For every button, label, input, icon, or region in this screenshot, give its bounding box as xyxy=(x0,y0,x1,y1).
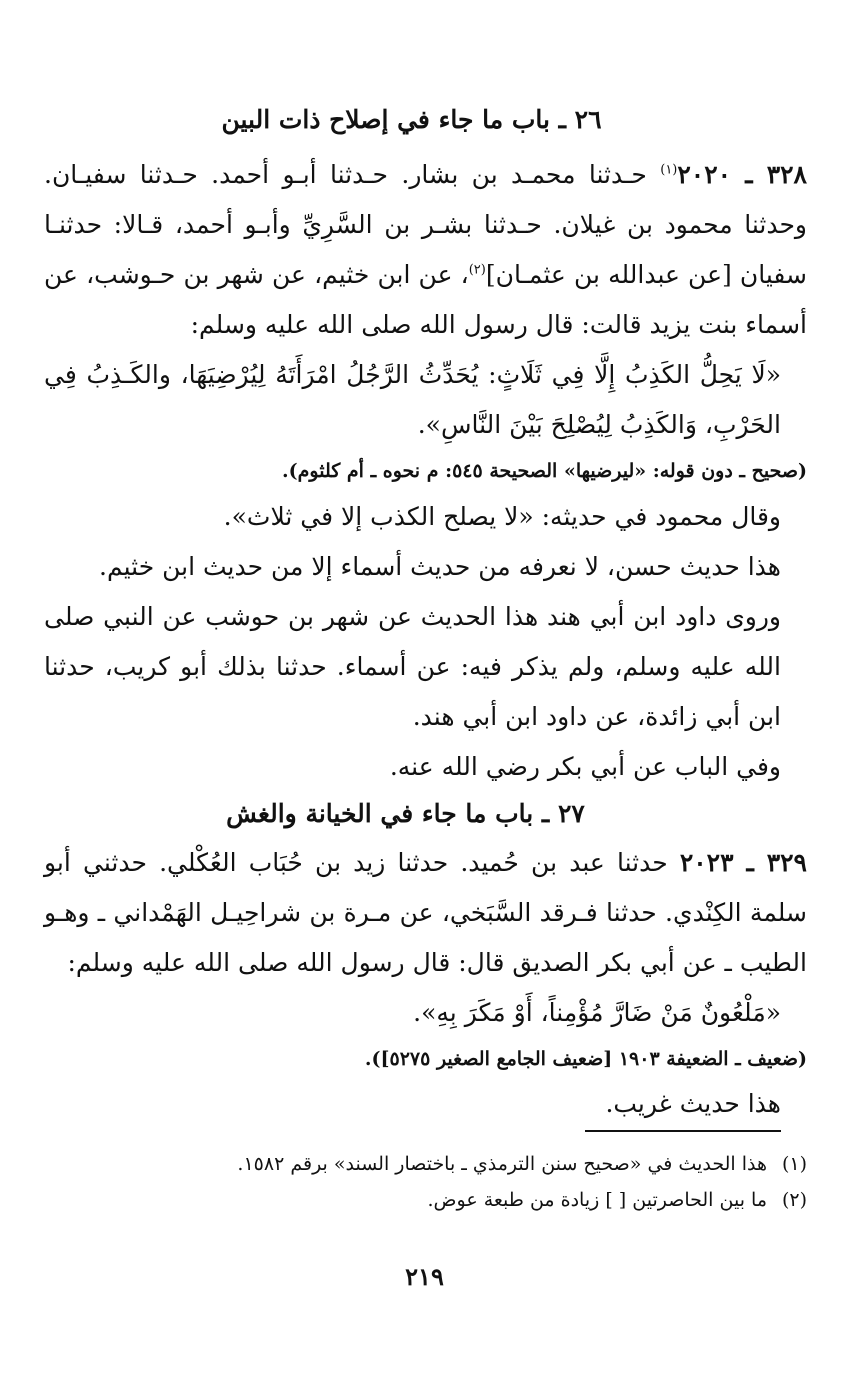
footnotes xyxy=(44,1146,807,1218)
hadith-328-isnad xyxy=(44,150,807,350)
chapter-26-heading: ٢٦ ـ باب ما جاء في إصلاح ذات البين xyxy=(221,105,602,134)
footnote-2 xyxy=(44,1182,807,1218)
hadith-329-closing: هذا حديث غريب. xyxy=(585,1080,781,1132)
hadith-328-number: ٣٢٨ ـ ٢٠٢٠ xyxy=(677,160,807,189)
footnote-2-marker[interactable]: (٢) xyxy=(468,262,486,278)
footnote-1 xyxy=(44,1146,807,1182)
commentary-paragraph: وفي الباب عن أبي بكر رضي الله عنه. xyxy=(389,752,781,781)
footnote-number: (٢) xyxy=(781,1189,807,1211)
isnad-text-part1: حـدثنا محمـد بن بشار. حـدثنا أبـو أحمد. حـدثنا سفيـان. وحدثنا محمود بن غيلان. حـدثنا بشـر بن السَّرِيِّ وأبـو أحمد، قـالا: حدثنـا سفيان [عن عبدالله بن عثمـان] xyxy=(44,160,807,289)
commentary-paragraph: وروى داود ابن أبي هند هذا الحديث عن شهر بن حوشب عن النبي صلى الله عليه وسلم، ولم يذكر فيه: عن أسماء. حدثنا بذلك أبو كريب، حدثنا ابن أبي زائدة، عن داود ابن أبي هند. xyxy=(44,602,781,731)
footnote-text: ما بين الحاصرتين [ ] زيادة من طبعة عوض. xyxy=(427,1189,767,1211)
chapter-27-heading: ٢٧ ـ باب ما جاء في الخيانة والغش xyxy=(226,799,585,828)
commentary-paragraph: هذا حديث حسن، لا نعرفه من حديث أسماء إلا من حديث ابن خثيم. xyxy=(99,552,781,581)
footnote-number: (١) xyxy=(781,1153,807,1175)
isnad-text-part2: ، عن ابن خثيم، عن شهر بن حـوشب، عن أسماء بنت يزيد قالت: قال رسول الله صلى الله عليه وسلم: xyxy=(44,260,807,339)
hadith-328-grade: (صحيح ـ دون قوله: «ليرضيها» الصحيحة ٥٤٥: م نحوه ـ أم كلثوم). xyxy=(282,460,807,482)
hadith-329-number: ٣٢٩ ـ ٢٠٢٣ xyxy=(679,848,807,877)
page-number: ٢١٩ xyxy=(405,1262,444,1291)
hadith-328-matn: «لَا يَحِلُّ الكَذِبُ إِلَّا فِي ثَلَاثٍ: يُحَدِّثُ الرَّجُلُ امْرَأَتَهُ لِيُرْضِيَهَا، والكَـذِبُ فِي الحَرْبِ، وَالكَذِبُ لِيُصْلِحَ بَيْنَ النَّاسِ». xyxy=(44,360,781,439)
footnote-text: هذا الحديث في «صحيح سنن الترمذي ـ باختصار السند» برقم ١٥٨٢. xyxy=(237,1153,767,1175)
footnote-1-marker[interactable]: (١) xyxy=(660,162,678,178)
hadith-329-isnad xyxy=(44,838,807,988)
hadith-329-matn: «مَلْعُونٌ مَنْ ضَارَّ مُؤْمِناً، أَوْ مَكَرَ بِهِ». xyxy=(413,998,781,1027)
isnad-text: حدثنا عبد بن حُميد. حدثنا زيد بن حُبَاب العُكْلي. حدثني أبو سلمة الكِنْدي. حدثنا فـرقد السَّبَخي، عن مـرة بن شراحِيـل الهَمْداني ـ وهـو الطيب ـ عن أبي بكر الصديق قال: قال رسول الله صلى الله عليه وسلم: xyxy=(44,848,807,977)
commentary-paragraph: وقال محمود في حديثه: «لا يصلح الكذب إلا في ثلاث». xyxy=(223,502,781,531)
hadith-329-grade: (ضعيف ـ الضعيفة ١٩٠٣ [ضعيف الجامع الصغير ٥٢٧٥]). xyxy=(364,1048,807,1070)
